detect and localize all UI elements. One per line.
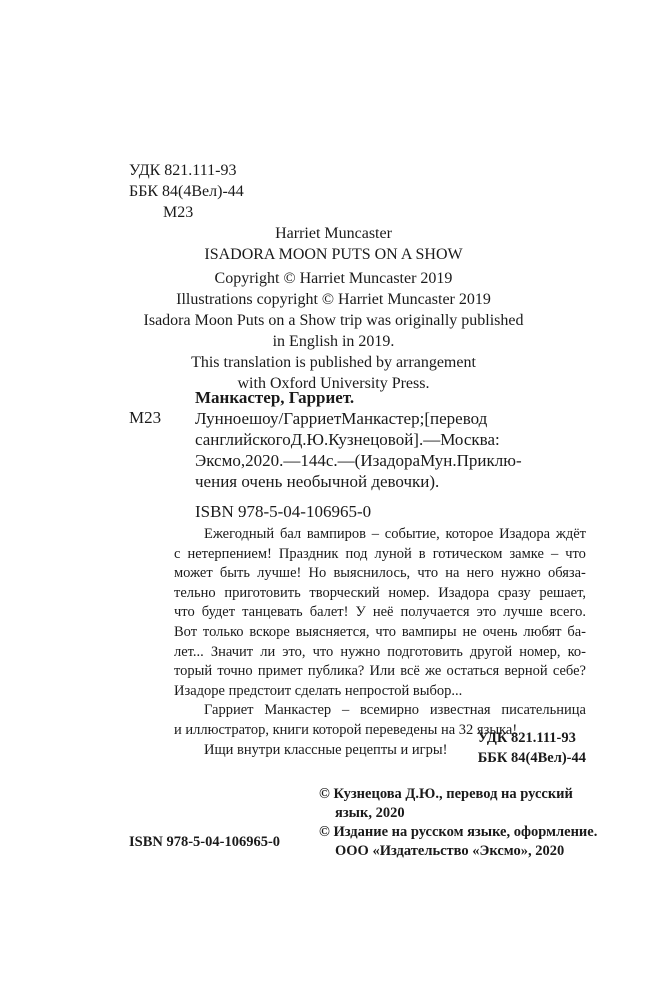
word: выясняется,: [295, 623, 370, 640]
word: нужно: [340, 643, 381, 660]
word: нужно: [500, 565, 541, 582]
word: ;: [419, 409, 425, 428]
copyright-ru-line: ООО «Издательство «Эксмо», 2020: [335, 843, 565, 859]
word: приготовить: [224, 584, 301, 601]
word: событие,: [384, 526, 440, 542]
udk-code: УДК 821.111-93: [129, 162, 237, 179]
word: Гарриет: [204, 702, 254, 719]
annotation-line: [174, 603, 586, 623]
word: Манкастер: [264, 702, 332, 719]
word: Вот: [174, 623, 198, 640]
word: Мун.: [420, 451, 457, 470]
word: остаться: [446, 663, 500, 680]
word: него: [466, 565, 494, 582]
word: Гарриет: [283, 409, 342, 428]
catalog-line: чения очень необычной девочки).: [195, 472, 440, 491]
word: это: [476, 604, 497, 621]
annotation-line: Ищи внутри классные рецепты и игры!: [204, 741, 448, 758]
word: Д.: [290, 430, 307, 449]
word: это,: [282, 643, 306, 660]
word: ждёт: [555, 526, 586, 542]
word: на: [445, 565, 460, 582]
annotation: [174, 525, 586, 760]
bbk-code: ББК 84(4Вел)-44: [129, 183, 244, 200]
isbn-bottom: ISBN 978-5-04-106965-0: [129, 834, 281, 850]
catalog-code: М23: [129, 408, 162, 427]
word: номер.: [388, 584, 430, 601]
word: замке: [509, 545, 544, 562]
annotation-line: Изадоре предстоит сделать непростой выбор...: [174, 682, 463, 699]
word: (Изадора: [354, 451, 421, 470]
word: примет: [257, 663, 303, 680]
word: шоу: [249, 409, 279, 428]
word: что: [417, 565, 439, 582]
word: Лунное: [195, 409, 250, 428]
annotation-line: [174, 623, 586, 643]
word: Кузнецовой].: [328, 430, 424, 449]
annotation-line: [174, 584, 586, 604]
word: вскоре: [249, 623, 290, 640]
russian-copyright: [319, 785, 597, 861]
word: публика?: [307, 663, 365, 680]
copyright-line: in English in 2019.: [272, 333, 395, 350]
word: обяза-: [547, 565, 586, 582]
word: 144: [300, 451, 326, 470]
copyright-ru-line: © Кузнецова Д.Ю., перевод на русский: [319, 786, 573, 802]
word: всего.: [549, 604, 586, 621]
word: готическом: [432, 545, 503, 562]
word: Но: [308, 565, 327, 582]
word: балет!: [309, 604, 349, 621]
annotation-line: [174, 525, 586, 545]
word: сразу: [497, 584, 531, 601]
word: в: [418, 545, 426, 562]
annotation-line: [174, 564, 586, 584]
word: ба-: [567, 623, 586, 640]
word: танцевать: [242, 604, 303, 621]
original-credits: [0, 223, 667, 265]
word: писательница: [501, 702, 586, 719]
word: любят: [523, 623, 562, 640]
word: лучше: [503, 604, 543, 621]
word: Изадора: [499, 526, 551, 542]
word: что: [312, 643, 334, 660]
word: с.: [325, 451, 338, 470]
word: что: [375, 623, 397, 640]
word: всё: [400, 663, 420, 680]
word: творческий: [309, 584, 380, 601]
word: —: [423, 430, 441, 449]
annotation-line: и иллюстратор, книги которой переведены на 32 языка!: [174, 721, 518, 738]
word: луной: [374, 545, 412, 562]
word: всемирно: [360, 702, 420, 719]
catalog-line: [195, 450, 586, 471]
word: с: [174, 545, 181, 562]
original-author: Harriet Muncaster: [275, 225, 392, 242]
word: Приклю-: [456, 451, 522, 470]
word: с: [195, 430, 203, 449]
word: Ежегодный: [204, 526, 275, 542]
word: очень: [482, 623, 518, 640]
word: которое: [445, 526, 494, 542]
word: –: [550, 545, 559, 562]
annotation-line: [174, 662, 586, 682]
word: будет: [201, 604, 236, 621]
word: нетерпением!: [187, 545, 272, 562]
word: ко-: [567, 643, 586, 660]
word: под: [345, 545, 368, 562]
word: неё: [372, 604, 394, 621]
copyright-ru-line: © Издание на русском языке, оформление.: [319, 824, 598, 840]
word: 2020.: [245, 451, 284, 470]
catalog-description: [195, 408, 586, 492]
word: ли: [260, 643, 276, 660]
catalog-isbn: ISBN 978-5-04-106965-0: [195, 502, 372, 521]
original-title: ISADORA MOON PUTS ON A SHOW: [204, 246, 463, 263]
copyright-line: This translation is published by arrangement: [191, 354, 476, 371]
word: себе?: [552, 663, 586, 680]
word: Москва: [440, 430, 495, 449]
word: вампиры: [401, 623, 457, 640]
word: только: [202, 623, 244, 640]
catalog-line: [195, 408, 586, 429]
copyright-line: Illustrations copyright © Harriet Muncaster 2019: [176, 291, 491, 308]
word: точно: [217, 663, 253, 680]
word: Значит: [210, 643, 254, 660]
word: Праздник: [278, 545, 339, 562]
word: —: [337, 451, 355, 470]
copyright-line: Copyright © Harriet Muncaster 2019: [214, 270, 453, 287]
word: У: [355, 604, 366, 621]
word: :: [495, 430, 500, 449]
catalog-line: [195, 429, 586, 450]
word: тельно: [174, 584, 216, 601]
word: вампиров: [306, 526, 367, 542]
copyright-ru-line: язык, 2020: [335, 805, 405, 821]
word: может: [174, 565, 213, 582]
word: лет...: [174, 643, 204, 660]
word: выяснилось,: [333, 565, 411, 582]
word: подготовить: [387, 643, 463, 660]
word: верной: [504, 663, 548, 680]
bbk-code-bottom: ББК 84(4Вел)-44: [477, 750, 586, 766]
word: же: [425, 663, 442, 680]
word: быть: [219, 565, 250, 582]
word: Ю.: [306, 430, 329, 449]
bottom-classification: [478, 728, 586, 768]
classification-codes: [129, 160, 244, 223]
word: английского: [202, 430, 291, 449]
word: бал: [279, 526, 302, 542]
annotation-line: [174, 701, 586, 721]
word: что: [565, 545, 586, 562]
word: —: [283, 451, 301, 470]
word: Изадора: [438, 584, 490, 601]
author-mark: М23: [163, 204, 194, 221]
copyright-line: with Oxford University Press.: [237, 375, 430, 392]
word: –: [371, 526, 380, 542]
word: номер,: [519, 643, 561, 660]
udk-code-bottom: УДК 821.111-93: [477, 730, 576, 746]
original-copyright: [0, 268, 667, 394]
annotation-line: [174, 643, 586, 663]
word: Или: [369, 663, 396, 680]
word: известная: [429, 702, 491, 719]
word: другой: [469, 643, 513, 660]
word: Эксмо,: [195, 451, 246, 470]
word: торый: [174, 663, 213, 680]
word: Манкастер: [341, 409, 420, 428]
word: решает,: [539, 584, 586, 601]
word: [перевод: [424, 409, 488, 428]
catalog-heading: Манкастер, Гарриет.: [195, 388, 355, 407]
word: лучше!: [257, 565, 302, 582]
copyright-line: Isadora Moon Puts on a Show trip was originally published: [143, 312, 524, 329]
word: –: [341, 702, 350, 719]
word: не: [462, 623, 477, 640]
word: что: [174, 604, 195, 621]
annotation-line: [174, 545, 586, 565]
word: получается: [400, 604, 470, 621]
word: /: [278, 409, 284, 428]
